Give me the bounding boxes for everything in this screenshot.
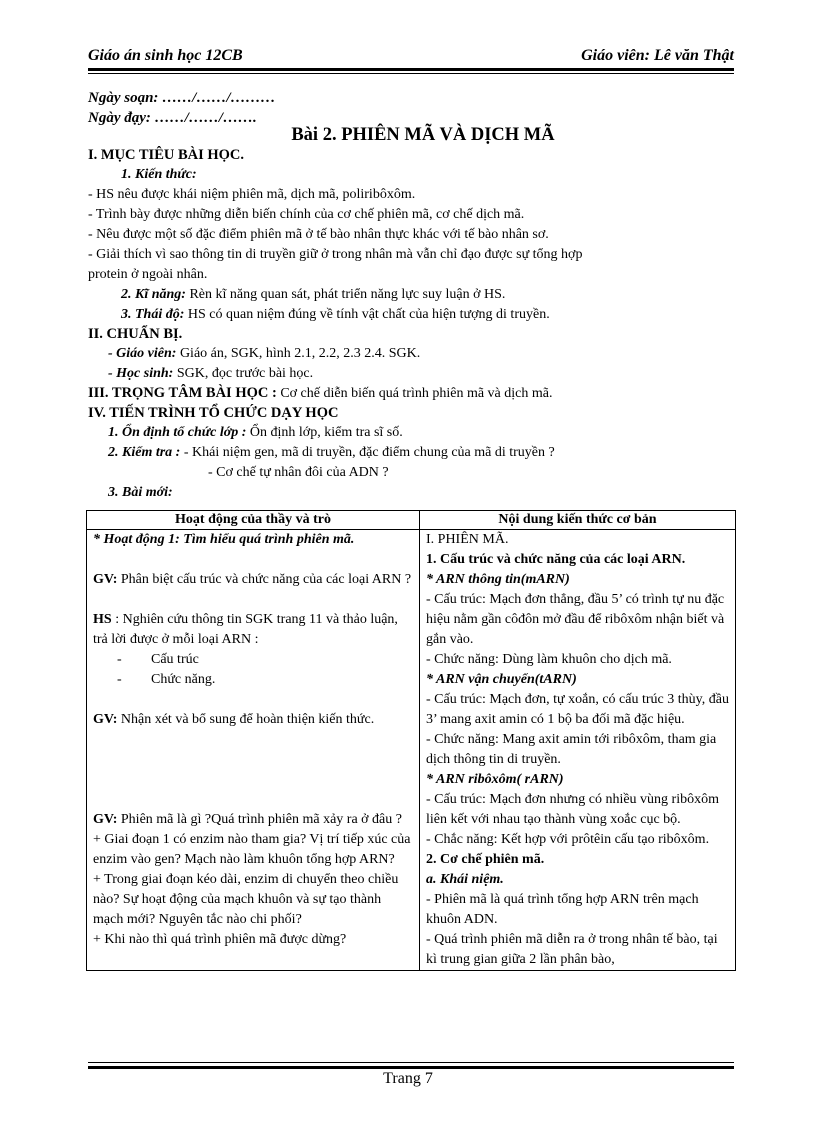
skills-label: 2. Kĩ năng: xyxy=(121,287,186,302)
section-prep-heading: II. CHUẨN BỊ. xyxy=(88,326,183,342)
hs-answer xyxy=(93,610,413,650)
list-item-structure: Cấu trúc xyxy=(151,652,199,667)
header-subject: Giáo án sinh học 12CB xyxy=(88,47,243,64)
section-focus-heading: III. TRỌNG TÂM BÀI HỌC : xyxy=(88,385,277,401)
check-line-1 xyxy=(88,443,738,463)
date-taught: Ngày đạy: ……/……/……. xyxy=(88,110,257,126)
class-org-line xyxy=(88,423,738,443)
question-stage-1: + Giai đoạn 1 có enzim nào tham gia? Vị trí tiếp xúc của enzim vào gen? Mạch nào làm khuôn tổng hợp ARN? xyxy=(93,832,411,867)
footer-rule-thin xyxy=(88,1062,734,1063)
section-process-heading: IV. TIẾN TRÌNH TỔ CHỨC DẠY HỌC xyxy=(88,405,339,421)
concept-label: a. Khái niệm. xyxy=(426,872,504,887)
skills-text: Rèn kĩ năng quan sát, phát triển năng lực suy luận ở HS. xyxy=(185,287,506,302)
prep-teacher-text: Giáo án, SGK, hình 2.1, 2.2, 2.3 2.4. SGK. xyxy=(176,346,421,361)
lesson-table xyxy=(86,510,736,971)
hs-answer-text: : Nghiên cứu thông tin SGK trang 11 và thảo luận, trả lời được ở mỗi loại ARN : xyxy=(93,612,398,647)
check-label: 2. Kiểm tra : xyxy=(108,445,181,460)
gv-label: GV: xyxy=(93,712,118,727)
gv-question-1 xyxy=(93,570,413,590)
content-cell xyxy=(420,530,736,971)
gv-question-2 xyxy=(93,810,413,830)
table-row xyxy=(87,530,736,971)
trna-structure: - Cấu trúc: Mạch đơn, tự xoắn, có cấu trúc 3 thùy, đầu 3’ mang axit amin có 1 bộ ba đối mã đặc hiệu. xyxy=(426,692,729,727)
page-number: Trang 7 xyxy=(383,1070,433,1087)
prep-teacher-label: - Giáo viên: xyxy=(108,346,177,361)
class-org-label: 1. Ổn định tổ chức lớp : xyxy=(108,425,247,440)
header-rule xyxy=(88,68,734,71)
knowledge-line-4: - Giải thích vì sao thông tin di truyền giữ ở trong nhân mà vẫn chỉ đạo được sự tổng hợp xyxy=(88,247,583,262)
date-prepared: Ngày soạn: ……/……/……… xyxy=(88,90,276,106)
footer-rule xyxy=(88,1066,734,1069)
gv-question-2-text: Phiên mã là gì ?Quá trình phiên mã xảy ra ở đâu ? xyxy=(117,812,402,827)
prep-student-label: - Học sinh: xyxy=(108,366,174,381)
knowledge-line-3: - Nêu được một số đặc điểm phiên mã ở tế bào nhân thực khác với tế bào nhân sơ. xyxy=(88,227,549,242)
gv-label: GV: xyxy=(93,572,118,587)
trna-label: * ARN vận chuyển(tARN) xyxy=(426,672,577,687)
question-stage-3: + Khi nào thì quá trình phiên mã được dừng? xyxy=(93,932,347,947)
mrna-label: * ARN thông tin(mARN) xyxy=(426,572,570,587)
page-header xyxy=(88,44,734,68)
knowledge-line-1: - HS nêu được khái niệm phiên mã, dịch mã, poliribôxôm. xyxy=(88,187,416,202)
check-question-2: - Cơ chế tự nhân đôi của ADN ? xyxy=(208,465,389,480)
activity-1-title: * Hoạt động 1: Tìm hiểu quá trình phiên mã. xyxy=(93,532,355,547)
attitude-text: HS có quan niệm đúng về tính vật chất của hiện tượng di truyền. xyxy=(184,307,550,322)
prep-student-text: SGK, đọc trước bài học. xyxy=(173,366,314,381)
list-item-function: Chức năng. xyxy=(151,672,216,687)
attitude-label: 3. Thái độ: xyxy=(121,307,185,322)
gv-comment xyxy=(93,710,413,730)
class-org-text: Ổn định lớp, kiểm tra sĩ số. xyxy=(246,425,403,440)
header-rule-thin xyxy=(88,73,734,74)
trna-function: - Chức năng: Mang axit amin tới ribôxôm, tham gia dịch thông tin di truyền. xyxy=(426,732,717,767)
check-question-1: - Khái niệm gen, mã di truyền, đặc điểm chung của mã di truyền ? xyxy=(180,445,555,460)
lesson-title: Bài 2. PHIÊN MÃ VÀ DỊCH MÃ xyxy=(291,125,555,145)
concept-line-1: - Phiên mã là quá trình tổng hợp ARN trên mạch khuôn ADN. xyxy=(426,892,699,927)
list-item: - Cấu trúc xyxy=(117,652,199,667)
concept-line-2: - Quá trình phiên mã diễn ra ở trong nhân tế bào, tại kì trung gian giữa 2 lần phân bào, xyxy=(426,932,718,967)
rrna-structure: - Cấu trúc: Mạch đơn nhưng có nhiều vùng ribôxôm liên kết với nhau tạo thành vùng xoắc cục bộ. xyxy=(426,792,719,827)
knowledge-line-2: - Trình bày được những diễn biến chính của cơ chế phiên mã, cơ chế dịch mã. xyxy=(88,207,525,222)
attitude-line xyxy=(88,305,738,325)
focus-line xyxy=(88,384,738,404)
prep-student-line xyxy=(88,364,738,384)
gv-question-1-text: Phân biệt cấu trúc và chức năng của các loại ARN ? xyxy=(117,572,412,587)
question-stage-2: + Trong giai đoạn kéo dài, enzim di chuyển theo chiều nào? Sự hoạt động của mạch khuôn và sự tạo thành mạch mới? Nguyên tắc nào chi phối? xyxy=(93,872,399,927)
activities-cell xyxy=(87,530,420,971)
mrna-structure: - Cấu trúc: Mạch đơn thẳng, đầu 5’ có trình tự nu đặc hiệu nằm gần côđôn mở đầu để ribôxôm nhận biết và gắn vào. xyxy=(426,592,725,647)
content-heading-3: 2. Cơ chế phiên mã. xyxy=(426,852,545,867)
mrna-function: - Chức năng: Dùng làm khuôn cho dịch mã. xyxy=(426,652,672,667)
gv-comment-text: Nhận xét và bổ sung để hoàn thiện kiến thức. xyxy=(117,712,375,727)
table-header-row xyxy=(87,511,736,530)
skills-line xyxy=(88,285,738,305)
prep-teacher-line xyxy=(88,344,738,364)
new-lesson-label: 3. Bài mới: xyxy=(108,485,173,500)
section-objectives-heading: I. MỤC TIÊU BÀI HỌC. xyxy=(88,147,245,163)
col-activities-header: Hoạt động của thầy và trò xyxy=(87,511,420,530)
knowledge-label: 1. Kiến thức: xyxy=(121,167,197,182)
document-body xyxy=(88,88,738,503)
rrna-label: * ARN ribôxôm( rARN) xyxy=(426,772,564,787)
focus-text: Cơ chế diễn biến quá trình phiên mã và dịch mã. xyxy=(276,386,553,401)
header-teacher: Giáo viên: Lê văn Thật xyxy=(581,47,734,64)
gv-label: GV: xyxy=(93,812,118,827)
content-heading-2: 1. Cấu trúc và chức năng của các loại ARN. xyxy=(426,552,686,567)
col-content-header: Nội dung kiến thức cơ bản xyxy=(420,511,736,530)
rrna-function: - Chắc năng: Kết hợp với prôtêin cấu tạo ribôxôm. xyxy=(426,832,710,847)
list-item: - Chức năng. xyxy=(117,672,216,687)
knowledge-line-5: protein ở ngoài nhân. xyxy=(88,267,208,282)
content-heading-1: I. PHIÊN MÃ. xyxy=(426,532,509,547)
hs-label: HS xyxy=(93,612,112,627)
